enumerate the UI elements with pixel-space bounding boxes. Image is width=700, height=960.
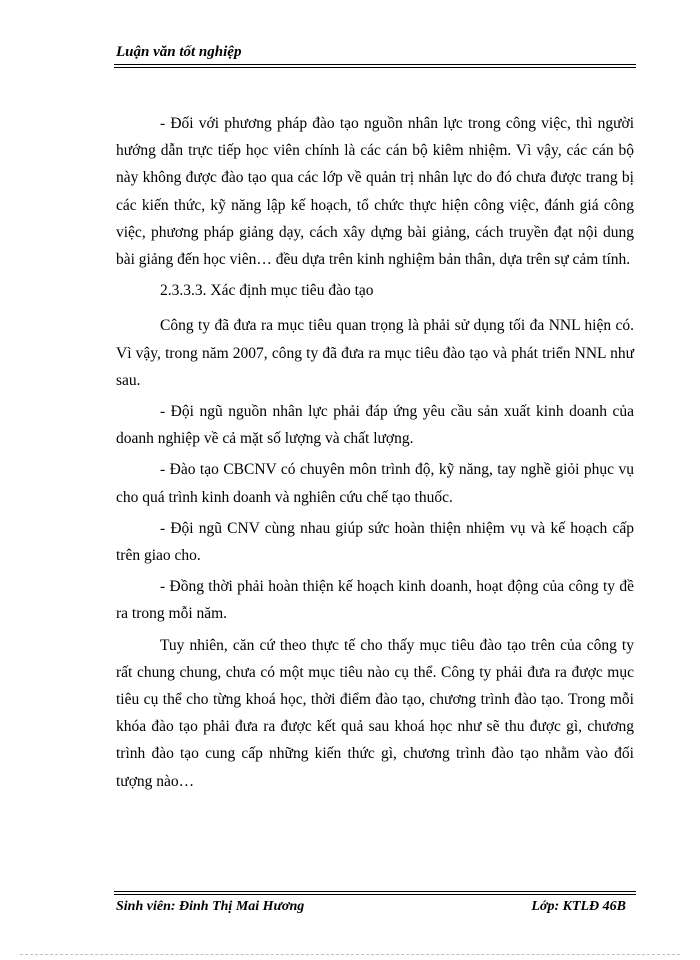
footer-divider [114,891,636,895]
bullet-team-support: - Đội ngũ CNV cùng nhau giúp sức hoàn thiện nhiệm vụ và kế hoạch cấp trên giao cho. [116,519,634,565]
bullet-workforce: - Đội ngũ nguồn nhân lực phải đáp ứng yêu cầu sản xuất kinh doanh của doanh nghiệp về cả mặt số lượng và chất lượng. [116,403,634,448]
footer-class: Lớp: KTLĐ 46B [531,899,626,914]
paragraph-evaluation: Tuy nhiên, căn cứ theo thực tế cho thấy mục tiêu đào tạo trên của công ty rất chung chung, chưa có một mục tiêu nào cụ thể. Công ty phải đưa ra được mục tiêu cụ thể cho từng khoá học, thời điểm đào tạo, chương trình đào tạo. Trong mỗi khóa đào tạo phải đưa ra được kết quả sau khoá học như sẽ thu được gì, chương trình đào tạo cung cấp những kiến thức gì, chương trình đào tạo nhằm vào đối tượng nào… [116,636,634,790]
footer-student-name: Sinh viên: Đinh Thị Mai Hương [116,899,305,914]
document-body [116,110,634,799]
section-heading: 2.3.3.3. Xác định mục tiêu đào tạo [160,282,374,300]
page-bottom-dashed-line [20,954,680,955]
paragraph-training-method: - Đối với phương pháp đào tạo nguồn nhân lực trong công việc, thì người hướng dẫn trực tiếp học viên chính là các cán bộ kiêm nhiệm. Vì vậy, các cán bộ này không được đào tạo qua các lớp về quản trị nhân lực do đó chưa được trang bị các kiến thức, kỹ năng lập kế hoạch, tổ chức thực hiện công việc, đánh giá công việc, phương pháp giảng dạy, cách xây dựng bài giảng, cách truyền đạt nội dung bài giảng đến học viên… đều dựa trên kinh nghiệm bản thân, dựa trên sự cảm tính. [116,115,634,269]
bullet-training-staff: - Đào tạo CBCNV có chuyên môn trình độ, kỹ năng, tay nghề giỏi phục vụ cho quá trình kinh doanh và nghiên cứu chế tạo thuốc. [116,461,634,506]
document-header-title: Luận văn tốt nghiệp [116,44,242,60]
paragraph-company-goal: Công ty đã đưa ra mục tiêu quan trọng là phải sử dụng tối đa NNL hiện có. Vì vậy, trong năm 2007, công ty đã đưa ra mục tiêu đào tạo và phát triển NNL như sau. [116,317,634,389]
header-divider [114,64,636,68]
bullet-business-plan: - Đồng thời phải hoàn thiện kế hoạch kinh doanh, hoạt động của công ty đề ra trong mỗi năm. [116,578,634,623]
